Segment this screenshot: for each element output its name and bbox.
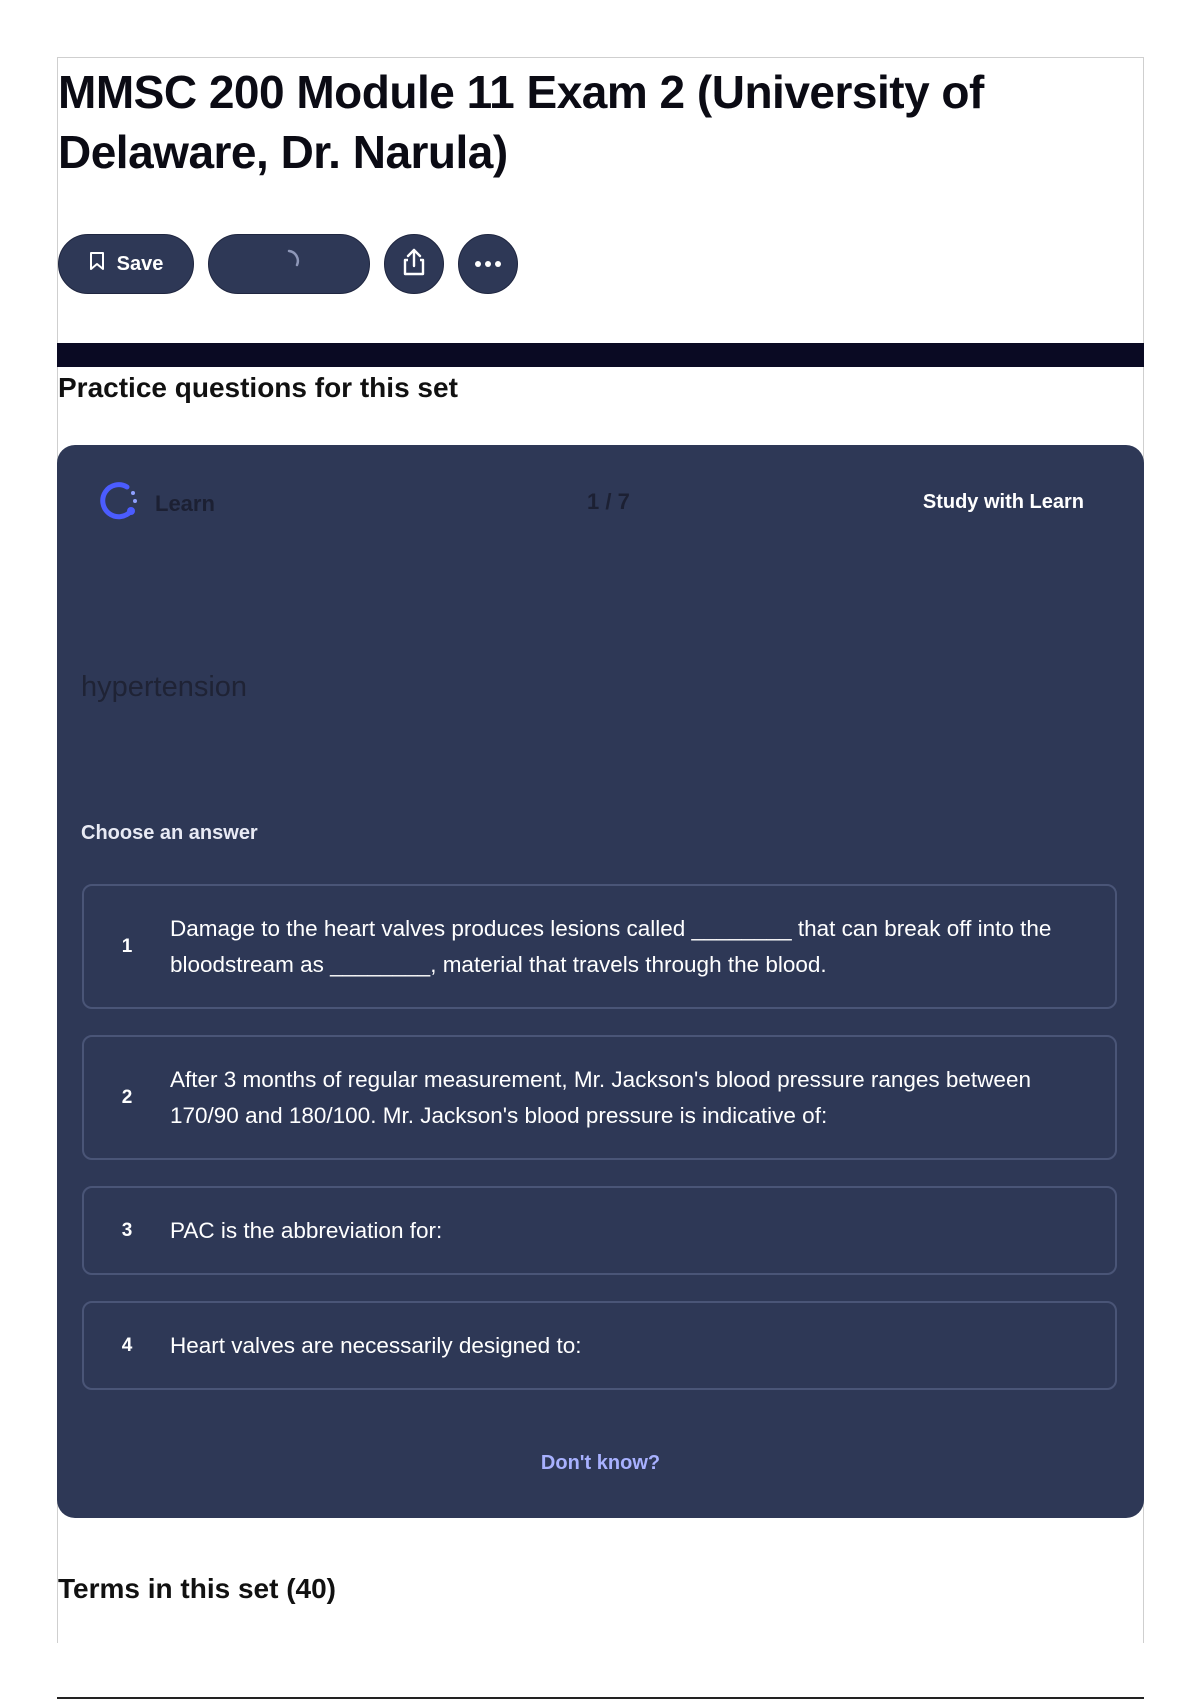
answer-option-1[interactable] (82, 884, 1117, 1009)
study-with-learn-link[interactable]: Study with Learn (922, 491, 1084, 513)
save-button[interactable] (58, 234, 194, 294)
more-dots-icon (474, 255, 502, 273)
answer-option-4[interactable] (82, 1301, 1117, 1390)
learn-mode-label: Learn (155, 490, 215, 516)
more-options-button[interactable] (458, 234, 518, 294)
share-icon (400, 247, 428, 282)
dont-know-link[interactable]: Don't know? (540, 1452, 661, 1474)
option-number: 4 (121, 1334, 133, 1356)
answer-option-2[interactable] (82, 1035, 1117, 1160)
option-text: After 3 months of regular measurement, Mr. Jackson's blood pressure ranges between 170/90 and 180/100. Mr. Jackson's blood pressure is indicative of: (170, 1066, 1031, 1128)
practice-heading: Practice questions for this set (58, 372, 458, 403)
option-text: PAC is the abbreviation for: (170, 1217, 443, 1243)
option-text: Damage to the heart valves produces lesions called ________ that can break off into the bloodstream as ________, material that travels through the blood. (170, 915, 1052, 977)
question-progress: 1 / 7 (587, 489, 630, 514)
option-number: 1 (121, 935, 133, 957)
question-term: hypertension (81, 671, 248, 703)
save-button-label: Save (116, 252, 164, 275)
set-toolbar (58, 234, 518, 294)
learn-card (57, 445, 1144, 1518)
choose-answer-label: Choose an answer (81, 822, 258, 844)
bottom-rule (57, 1697, 1144, 1699)
page-title: MMSC 200 Module 11 Exam 2 (University of Delaware, Dr. Narula) (58, 66, 984, 178)
share-button[interactable] (384, 234, 444, 294)
option-text: Heart valves are necessarily designed to: (170, 1332, 582, 1358)
learn-progress-icon (97, 479, 141, 528)
option-number: 3 (121, 1219, 133, 1241)
learn-brand (97, 479, 215, 528)
spinner-icon (276, 248, 302, 280)
option-number: 2 (121, 1086, 133, 1108)
loading-button[interactable] (208, 234, 370, 294)
bookmark-icon (89, 251, 105, 277)
section-divider (57, 343, 1144, 367)
learn-card-header (97, 479, 1084, 523)
answer-option-3[interactable] (82, 1186, 1117, 1275)
terms-heading: Terms in this set (40) (58, 1573, 337, 1604)
